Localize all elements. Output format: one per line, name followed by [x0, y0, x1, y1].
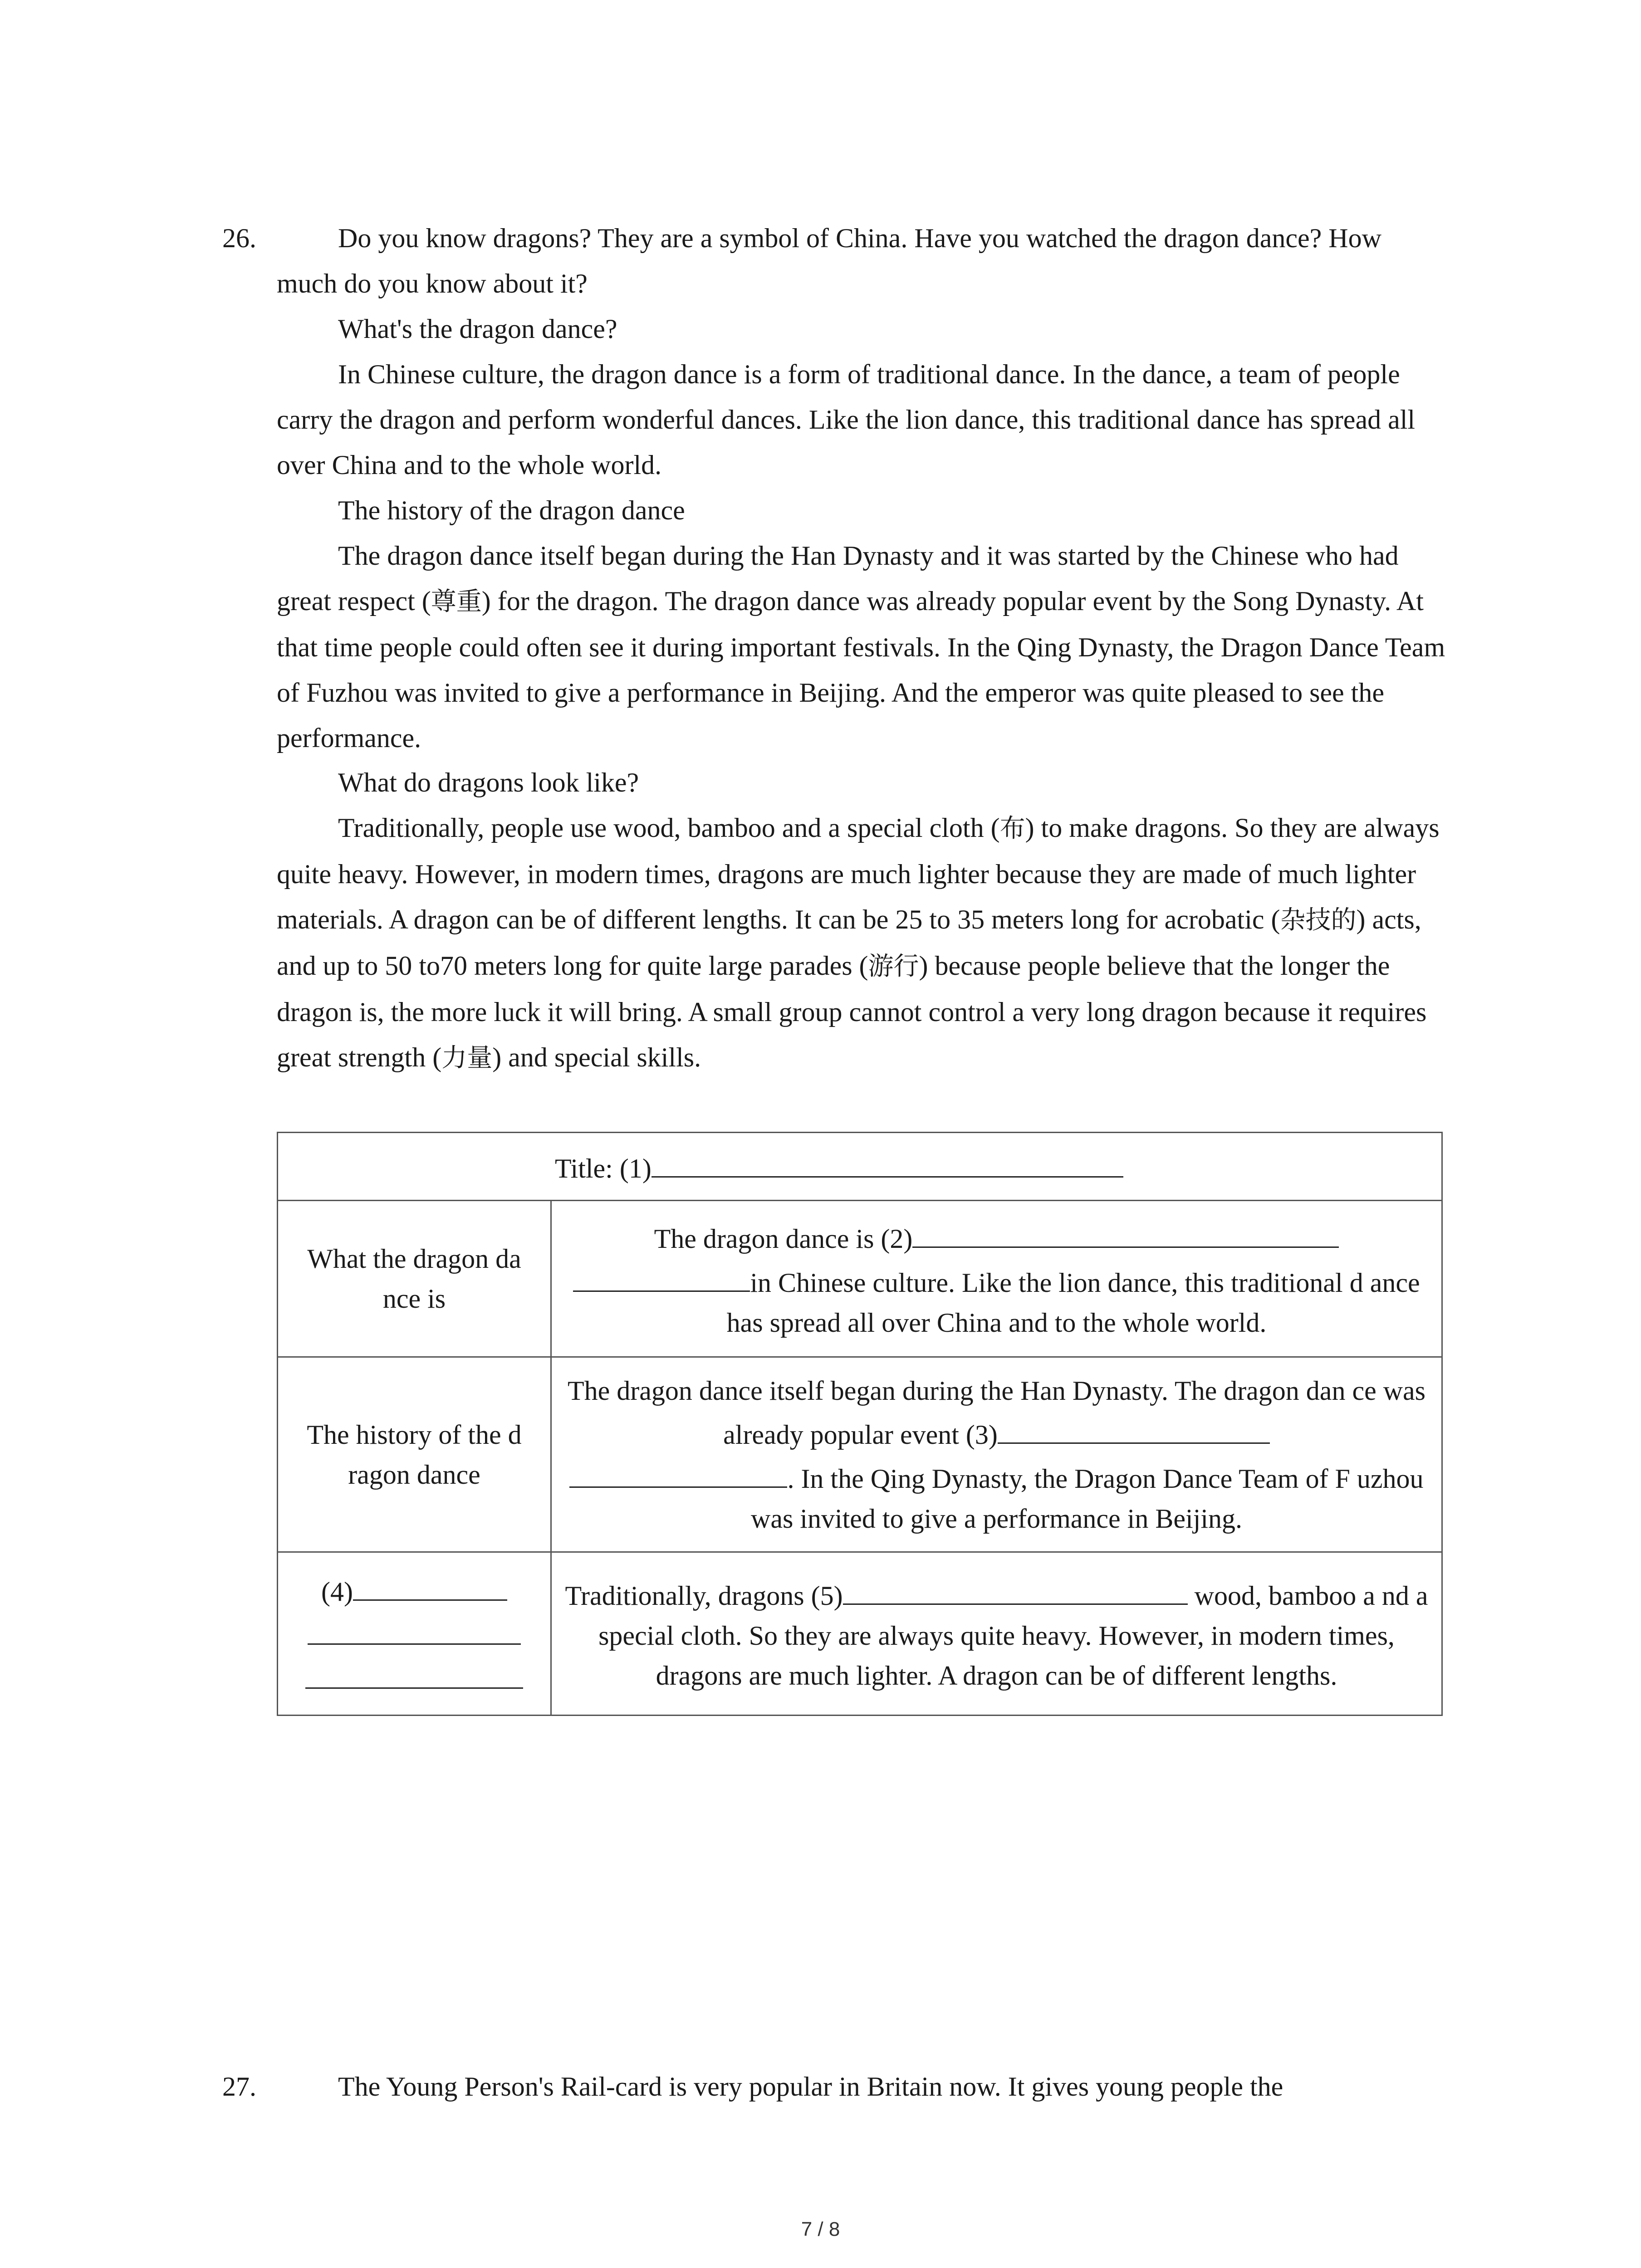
row-label-history: The history of the d ragon dance	[278, 1357, 551, 1552]
q26-paragraph-1: In Chinese culture, the dragon dance is a form of traditional dance. In the dance, a team of people carry the dragon and perform wonderful dances. Like the lion dance, this traditional dance has spread all over China and to the whole world.	[277, 359, 1416, 480]
table-title-cell	[278, 1133, 1442, 1201]
q26-paragraph-2: The dragon dance itself began during the Han Dynasty and it was started by the Chinese who had great respect (尊重) for the dragon. The dragon dance was already popular event by the Song Dynasty. At that time people could often see it during important festivals. In the Qing Dynasty, the Dragon Dance Team of Fuzhou was invited to give a performance in Beijing. And the emperor was quite pleased to see the performance.	[277, 541, 1445, 753]
blank-2-continued[interactable]	[573, 1259, 750, 1292]
q26-heading-look: What do dragons look like?	[338, 767, 639, 797]
question-26-number: 26.	[222, 223, 256, 253]
page-number: 7 / 8	[801, 2218, 840, 2240]
q26-heading-what: What's the dragon dance?	[338, 314, 617, 344]
blank-4-line-3[interactable]	[305, 1656, 523, 1689]
blank-2[interactable]	[912, 1215, 1339, 1248]
blank-1[interactable]	[652, 1144, 1123, 1178]
summary-table	[277, 1132, 1443, 1716]
blank-4-line-2[interactable]	[308, 1612, 521, 1645]
blank-3[interactable]	[998, 1411, 1270, 1444]
table-row	[278, 1357, 1442, 1552]
row-label-blank-4: (4)	[278, 1552, 551, 1716]
blank-4[interactable]	[353, 1568, 507, 1601]
blank-5[interactable]	[843, 1572, 1188, 1605]
title-label: Title: (1)	[555, 1154, 652, 1183]
q26-heading-history: The history of the dragon dance	[338, 495, 685, 525]
q27-text: The Young Person's Rail-card is very popular in Britain now. It gives young people the	[338, 2072, 1283, 2102]
blank-3-continued[interactable]	[569, 1455, 787, 1488]
question-27-number: 27.	[222, 2072, 256, 2102]
q26-paragraph-3: Traditionally, people use wood, bamboo and a special cloth (布) to make dragons. So they are always quite heavy. However, in modern times, dragons are much lighter because they are made of much lighter materials. A dragon can be of different lengths. It can be 25 to 35 meters long for acrobatic (杂技的) acts, and up to 50 to70 meters long for quite large parades (游行) because people believe that the longer the dragon is, the more luck it will bring. A small group cannot control a very long dragon because it requires great strength (力量) and special skills.	[277, 813, 1440, 1073]
row-content-history: The dragon dance itself began during the Han Dynasty. The dragon dan ce was already popular event (3) . In the Qing Dynasty, the Dragon Dance Team of F uzhou was invited to give a performance in Beijing.	[551, 1357, 1442, 1552]
table-title-row	[278, 1133, 1442, 1201]
table-row	[278, 1201, 1442, 1357]
q26-intro: Do you know dragons? They are a symbol of China. Have you watched the dragon dance? How much do you know about it?	[277, 223, 1381, 298]
row-label-what: What the dragon da nce is	[278, 1201, 551, 1357]
row-content-what: The dragon dance is (2) in Chinese culture. Like the lion dance, this traditional d ance has spread all over China and to the whole world.	[551, 1201, 1442, 1357]
table-row	[278, 1552, 1442, 1716]
row-content-look: Traditionally, dragons (5) wood, bamboo a nd a special cloth. So they are always quite heavy. However, in modern times, dragons are much lighter. A dragon can be of different lengths.	[551, 1552, 1442, 1716]
